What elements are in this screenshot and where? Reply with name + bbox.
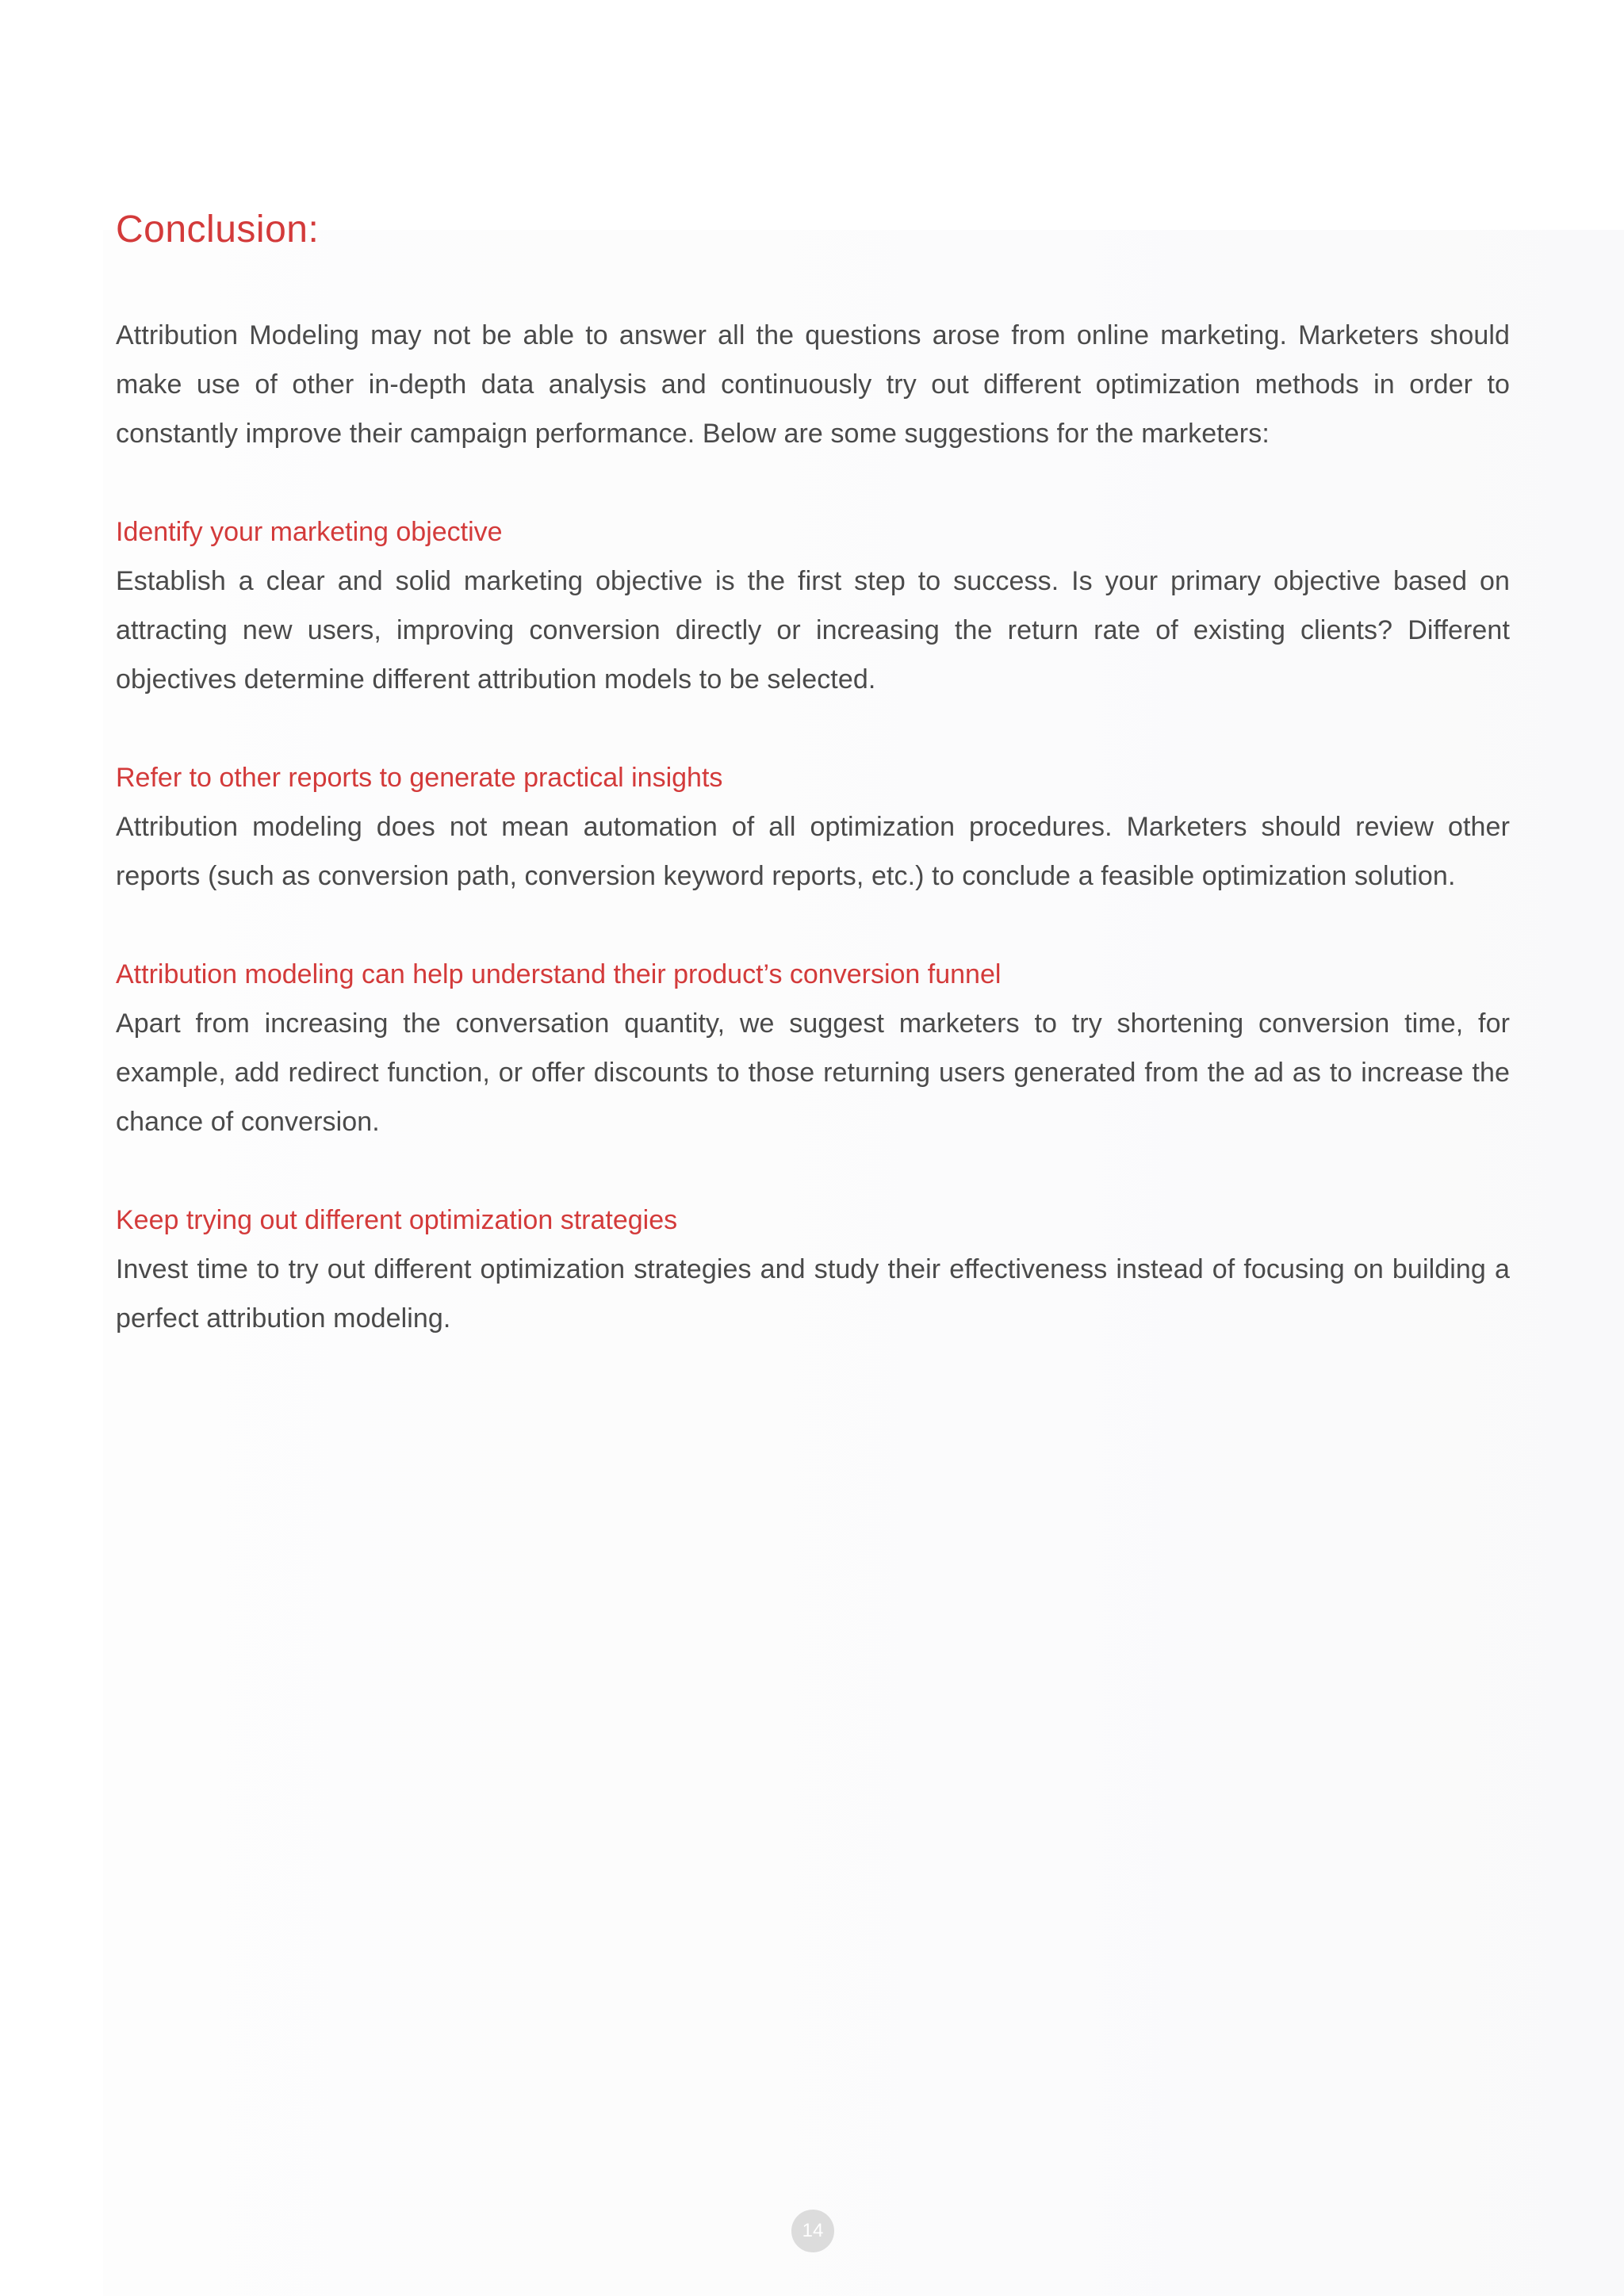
section-conversion-funnel (116, 950, 1510, 1146)
page-title: Conclusion: (116, 209, 320, 251)
section-body: Attribution modeling does not mean automation of all optimization procedures. Marketers should review other reports (such as conversion path, conversion keyword reports, etc.) to conclude a feasible optimization solution. (116, 812, 1510, 891)
intro-paragraph: Attribution Modeling may not be able to answer all the questions arose from online marketing. Marketers should make use of other in-depth data analysis and continuously try out different optimization methods in order to constantly improve their campaign performance. Below are some suggestions for the marketers: (116, 320, 1510, 449)
document-content (116, 198, 1510, 1343)
section-other-reports (116, 753, 1510, 901)
section-heading: Keep trying out different optimization strategies (116, 1205, 678, 1235)
intro-block (116, 311, 1510, 458)
section-body: Establish a clear and solid marketing objective is the first step to success. Is your primary objective based on attracting new users, improving conversion directly or increasing the return rate of existing clients? Different objectives determine different attribution models to be selected. (116, 566, 1510, 695)
section-optimization-strategies (116, 1196, 1510, 1343)
page-number-badge: 14 (791, 2210, 834, 2252)
section-heading: Attribution modeling can help understand their product’s conversion funnel (116, 959, 1002, 989)
section-heading: Refer to other reports to generate practical insights (116, 763, 723, 793)
section-heading: Identify your marketing objective (116, 517, 503, 547)
section-marketing-objective (116, 507, 1510, 704)
section-body: Apart from increasing the conversation quantity, we suggest marketers to try shortening conversion time, for example, add redirect function, or offer discounts to those returning users generated from the ad as to increase the chance of conversion. (116, 1008, 1510, 1137)
section-body: Invest time to try out different optimization strategies and study their effectiveness instead of focusing on building a perfect attribution modeling. (116, 1254, 1510, 1334)
